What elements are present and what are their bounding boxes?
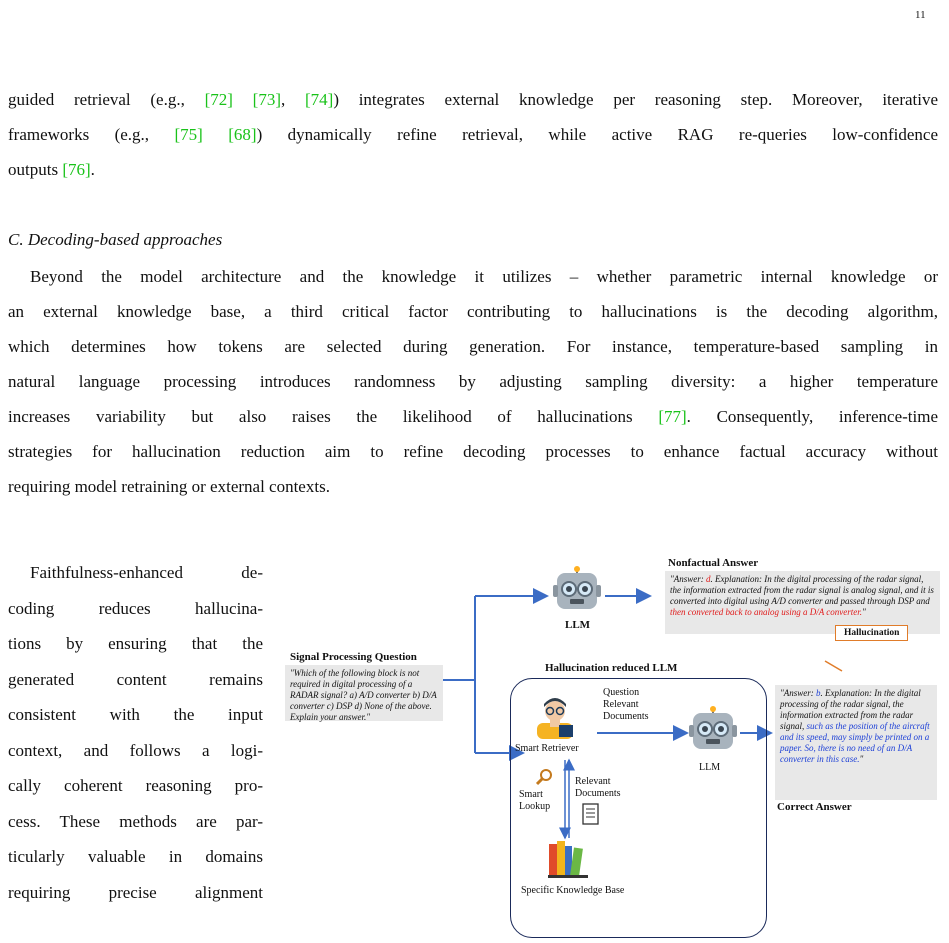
- text-line: strategies for hallucination reduction aim to refine decoding processes to enhance factual accuracy without: [8, 442, 938, 461]
- page-number: 11: [915, 9, 926, 21]
- correct-answer-title: Correct Answer: [777, 801, 852, 813]
- paragraph-decoding: [8, 259, 938, 504]
- citation-link[interactable]: [74]: [304, 90, 334, 109]
- question-box: "Which of the following block is not required in digital processing of a RADAR signal? a) A/D converter b) D/A converter c) DSP d) None of the above. Explain your answer.": [285, 665, 443, 721]
- text-line: cally coherent reasoning pro-: [8, 776, 263, 795]
- paragraph-retrieval: [8, 82, 938, 187]
- text-line: requiring model retraining or external contexts.: [8, 477, 330, 496]
- section-heading: C. Decoding-based approaches: [8, 230, 223, 249]
- nonfactual-title: Nonfactual Answer: [668, 557, 759, 569]
- robot-icon: [687, 705, 739, 757]
- text-line: tions by ensuring that the: [8, 634, 263, 653]
- text-line: increases variability but also raises the likelihood of hallucinations [77]. Consequently, inference-time: [8, 407, 938, 426]
- robot-icon: [551, 565, 603, 617]
- smart-retriever-label: Smart Retriever: [515, 743, 579, 754]
- figure-rag-diagram: [285, 555, 945, 940]
- text-line: consistent with the input: [8, 705, 263, 724]
- citation-link[interactable]: [75]: [174, 125, 203, 144]
- books-icon: [547, 838, 591, 878]
- citation-link[interactable]: [73]: [252, 90, 281, 109]
- question-docs-label: Question Relevant Documents: [603, 687, 649, 722]
- relevant-docs-label: Relevant Documents: [575, 776, 621, 799]
- correct-answer-box: "Answer: b. Explanation: In the digital processing of the radar signal, the information extracted from the radar signal, such as the position of the aircraft and its speed, may simply be printed on a paper. So, there is no need of an D/A converter in this case.": [775, 685, 937, 800]
- question-title: Signal Processing Question: [290, 651, 417, 663]
- llm-label: LLM: [699, 762, 721, 773]
- nonfactual-answer-box: "Answer: d. Explanation: In the digital processing of the radar signal, the information extracted from the radar signal is analog signal, and it is converted into digital using A/D converter and passed through DSP and then converted back to analog using a D/A converter.": [665, 571, 940, 634]
- text-line: coding reduces hallucina-: [8, 598, 263, 618]
- citation-link[interactable]: [77]: [658, 407, 687, 426]
- document-icon: [581, 802, 601, 826]
- text-line: guided retrieval (e.g., [72] [73], [74]) integrates external knowledge per reasoning step. Moreover, iterative: [8, 90, 938, 109]
- text-line: natural language processing introduces randomness by adjusting sampling diversity: a higher temperature: [8, 372, 938, 391]
- text-line: frameworks (e.g., [75] [68]) dynamically refine retrieval, while active RAG re-queries low-confidence: [8, 125, 938, 144]
- magnifier-icon: [535, 768, 553, 786]
- text-line: Faithfulness-enhanced de-: [30, 563, 263, 582]
- citation-link[interactable]: [68]: [228, 125, 257, 144]
- hallucination-badge: Hallucination: [835, 625, 908, 641]
- knowledge-base-label: Specific Knowledge Base: [521, 885, 625, 896]
- text-line: cess. These methods are par-: [8, 811, 263, 831]
- text-line: Beyond the model architecture and the knowledge it utilizes – whether parametric internal knowledge or: [30, 267, 938, 286]
- text-line: an external knowledge base, a third critical factor contributing to hallucinations is the decoding algorithm,: [8, 302, 938, 321]
- paragraph-faithfulness: [8, 555, 263, 910]
- text-line: outputs [76].: [8, 160, 95, 179]
- text-line: context, and follows a logi-: [8, 740, 263, 760]
- text-line: which determines how tokens are selected during generation. For instance, temperature-based sampling in: [8, 337, 938, 356]
- smart-lookup-label: Smart Lookup: [519, 789, 551, 812]
- text-line: generated content remains: [8, 669, 263, 689]
- text-line: requiring precise alignment: [8, 882, 263, 902]
- citation-link[interactable]: [72]: [204, 90, 233, 109]
- text-line: ticularly valuable in domains: [8, 847, 263, 866]
- smart-retriever-icon: [533, 695, 577, 739]
- llm-label: LLM: [565, 619, 591, 631]
- panel-title: Hallucination reduced LLM: [545, 662, 678, 674]
- citation-link[interactable]: [76]: [62, 160, 91, 179]
